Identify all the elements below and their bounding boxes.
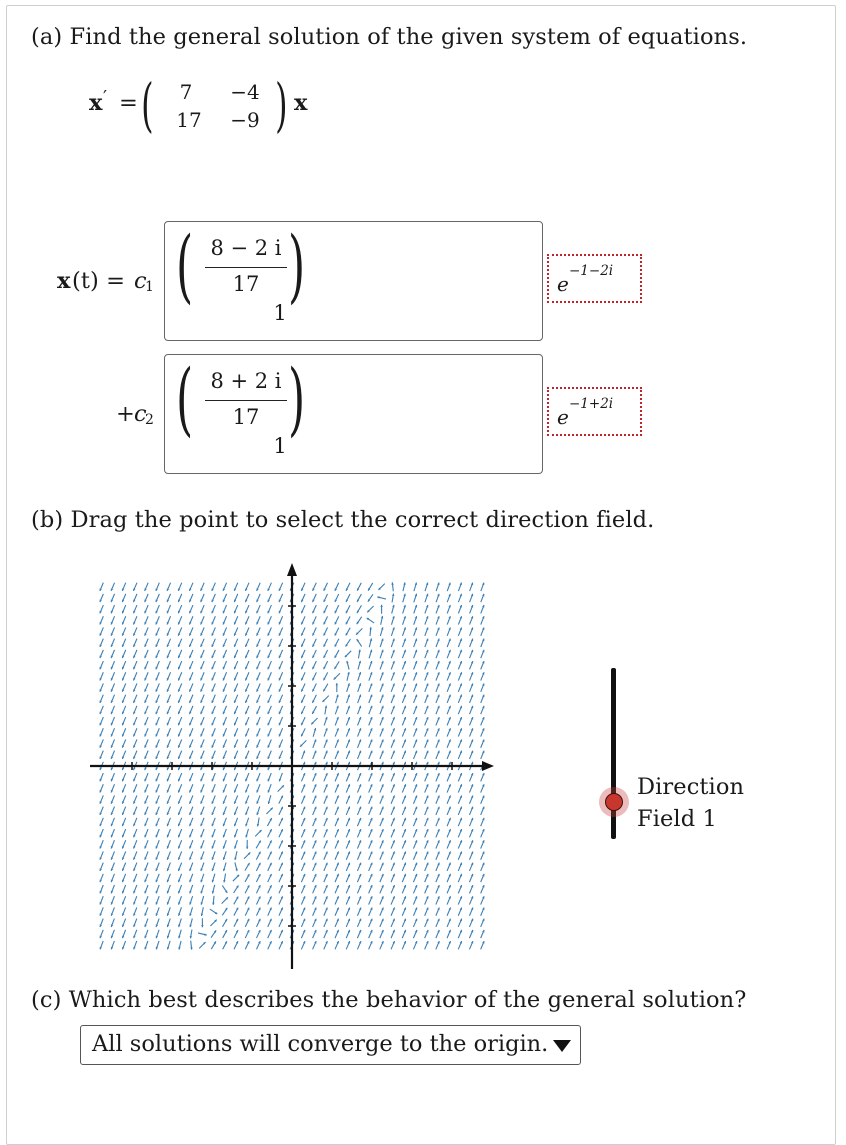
direction-arrowhead — [246, 847, 249, 849]
fraction-bar — [205, 400, 287, 401]
matrix-a12: −4 — [230, 80, 260, 104]
vector-right-paren: ) — [288, 352, 306, 445]
vector1-second-component: 1 — [273, 301, 287, 325]
x-vector-rhs: x — [294, 90, 308, 116]
dropdown-selected-value: All solutions will converge to the origin. — [92, 1031, 549, 1057]
vector2-denominator: 17 — [232, 405, 260, 429]
exp1-exponent: −1−2i — [569, 263, 614, 279]
left-paren: ( — [141, 71, 154, 139]
exp1-base: e — [557, 272, 569, 296]
x-vector-lhs: x — [89, 90, 103, 116]
equals-sign: = — [119, 90, 138, 116]
direction-arrowhead — [336, 683, 339, 685]
plus-sign: + — [116, 401, 135, 427]
exponential-1-input[interactable] — [547, 254, 642, 303]
vector1-denominator: 17 — [232, 272, 260, 296]
c2-coefficient: c — [134, 401, 147, 427]
x-axis-arrowhead — [482, 761, 494, 771]
vector-right-paren: ) — [288, 219, 306, 312]
matrix-a21: 17 — [176, 108, 202, 132]
fraction-bar — [205, 267, 287, 268]
exp2-base: e — [557, 405, 569, 429]
xt-label: (t) = — [72, 268, 126, 294]
vector2-second-component: 1 — [273, 434, 287, 458]
direction-field-plot — [80, 555, 510, 975]
vector-left-paren: ( — [176, 352, 194, 445]
c2-subscript: 2 — [145, 412, 155, 428]
slider-label-line1: Direction — [637, 774, 745, 800]
direction-arrowhead — [201, 925, 204, 927]
direction-arrowhead — [380, 605, 383, 607]
direction-arrowhead — [212, 903, 214, 905]
vector2-numerator: 8 + 2 i — [210, 369, 282, 393]
prime-mark: ′ — [103, 87, 108, 108]
direction-arrowhead — [369, 627, 371, 629]
part-a-prompt: (a) Find the general solution of the given system of equations. — [31, 24, 748, 50]
slider-label-line2: Field 1 — [637, 806, 717, 832]
exponential-2-input[interactable] — [547, 387, 642, 436]
part-b-prompt: (b) Drag the point to select the correct direction field. — [31, 507, 655, 533]
matrix-a22: −9 — [230, 108, 260, 132]
part-c-prompt: (c) Which best describes the behavior of the general solution? — [31, 987, 747, 1013]
direction-field-slider-handle[interactable] — [605, 793, 623, 811]
behavior-dropdown[interactable] — [80, 1025, 581, 1065]
right-paren: ) — [275, 71, 288, 139]
chevron-down-icon[interactable] — [553, 1040, 571, 1052]
exp2-exponent: −1+2i — [569, 396, 614, 412]
eigenvector-2-input[interactable] — [164, 354, 543, 474]
c1-coefficient: c — [134, 268, 147, 294]
matrix-a11: 7 — [179, 80, 193, 104]
c1-subscript: 1 — [145, 279, 155, 295]
xt-bold-x: x — [57, 268, 71, 294]
eigenvector-1-input[interactable] — [164, 221, 543, 341]
vector1-numerator: 8 − 2 i — [210, 236, 282, 260]
y-axis-arrowhead — [287, 563, 297, 576]
vector-left-paren: ( — [176, 219, 194, 312]
